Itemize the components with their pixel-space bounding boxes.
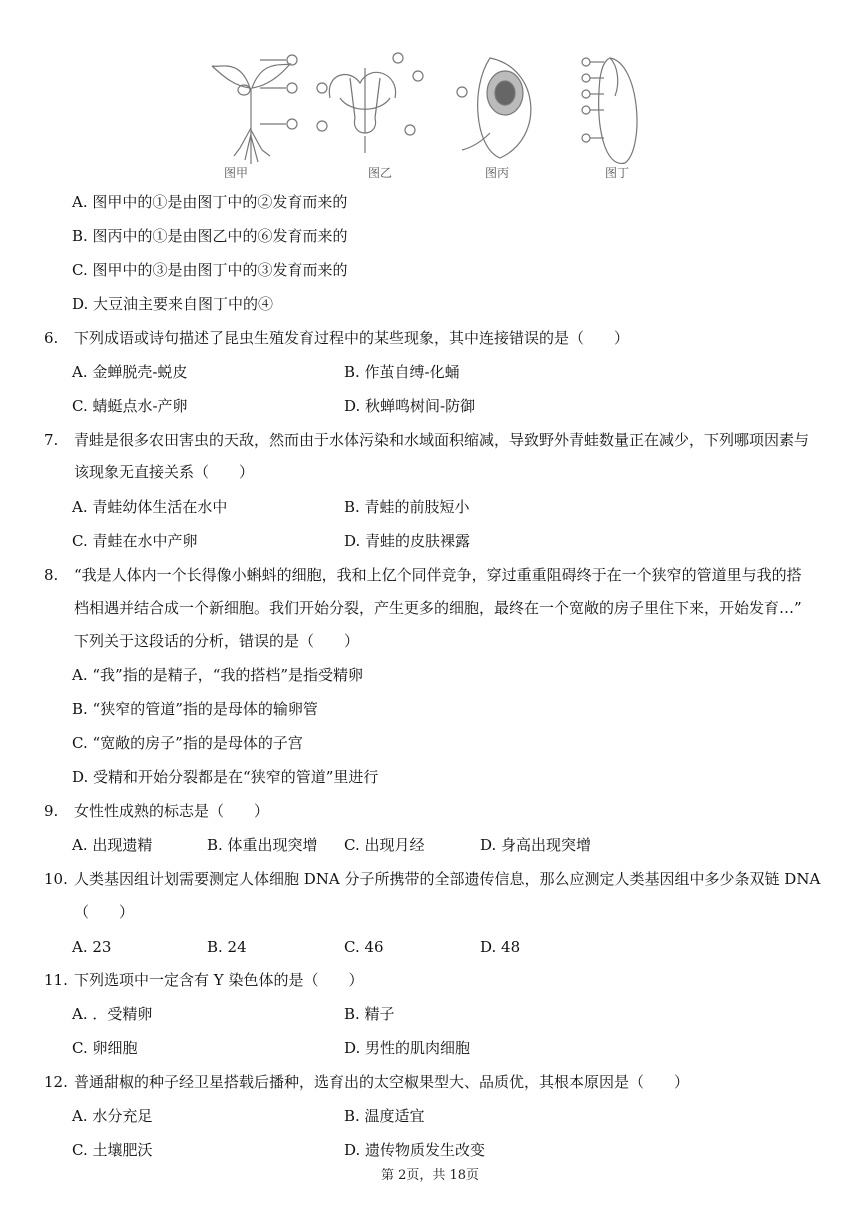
fruit-drawing [457,58,531,158]
q8-option-a: A. “我”指的是精子，“我的搭档”是指受精卵 [72,666,364,684]
q11-option-c: C. 卵细胞 [72,1039,138,1057]
q5-option-a: A. 图甲中的①是由图丁中的②发育而来的 [72,193,348,211]
question-7-line2: 该现象无直接关系（ ） [74,463,255,481]
q8-option-c: C. “宽敞的房子”指的是母体的子宫 [72,734,303,752]
q6-option-a: A. 金蝉脱壳-蜕皮 [72,363,188,381]
question-text: 下列成语或诗句描述了昆虫生殖发育过程中的某些现象，其中连接错误的是（ ） [74,329,630,347]
q12-option-d: D. 遗传物质发生改变 [344,1141,486,1159]
question-8-line2: 档相遇并结合成一个新细胞。我们开始分裂，产生更多的细胞，最终在一个宽敞的房子里住下来，开始发育…” [74,599,802,617]
q10-option-b: B. 24 [207,938,247,956]
flower-drawing [317,53,423,153]
question-number: 9. [44,802,59,820]
question-text: 下列选项中一定含有 Y 染色体的是（ ） [74,971,364,989]
question-number: 8. [44,566,59,584]
q11-option-b: B. 精子 [344,1005,395,1023]
question-text-line1: 人类基因组计划需要测定人体细胞 DNA 分子所携带的全部遗传信息，那么应测定人类基因组中多少条双链 DNA [74,870,821,888]
q7-option-d: D. 青蛙的皮肤裸露 [344,532,471,550]
question-text: 普通甜椒的种子经卫星搭载后播种，选育出的太空椒果型大、品质优，其根本原因是（ ） [74,1073,690,1091]
q12-option-c: C. 土壤肥沃 [72,1141,153,1159]
q6-option-b: B. 作茧自缚-化蛹 [344,363,460,381]
q12-option-b: B. 温度适宜 [344,1107,425,1125]
q6-option-c: C. 蜻蜓点水-产卵 [72,397,188,415]
q10-option-c: C. 46 [344,938,384,956]
q7-option-a: A. 青蛙幼体生活在水中 [72,498,228,516]
seed-drawing [582,58,637,163]
page-footer: 第 2页，共 18页 [380,1168,480,1183]
q8-option-b: B. “狭窄的管道”指的是母体的输卵管 [72,700,318,718]
q6-option-d: D. 秋蝉鸣树间-防御 [344,397,476,415]
question-text-line1: 青蛙是很多农田害虫的天敌，然而由于水体污染和水域面积缩减，导致野外青蛙数量正在减少，下列哪项因素与 [74,431,810,449]
q5-option-b: B. 图丙中的①是由图乙中的⑥发育而来的 [72,227,348,245]
plant-figure [200,38,660,188]
figure-label-jia: 图甲 [224,166,249,180]
question-number: 6. [44,329,59,347]
q7-option-b: B. 青蛙的前肢短小 [344,498,470,516]
question-number: 11. [44,971,68,989]
question-9 [44,801,269,821]
figure-label-ding: 图丁 [605,166,630,180]
q10-option-a: A. 23 [72,938,112,956]
question-11 [44,970,363,990]
question-number: 10. [44,870,68,888]
q7-option-c: C. 青蛙在水中产卵 [72,532,198,550]
question-text: 女性性成熟的标志是（ ） [74,802,270,820]
plant-diagrams [200,38,660,188]
question-number: 7. [44,431,59,449]
q9-option-d: D. 身高出现突增 [480,836,592,854]
question-text-line1: “我是人体内一个长得像小蝌蚪的细胞，我和上亿个同伴竞争，穿过重重阻碍终于在一个狭窄的管道里与我的搭 [74,566,802,584]
q12-option-a: A. 水分充足 [72,1107,153,1125]
seedling-drawing [212,55,297,164]
question-10-line2: （ ） [74,903,135,921]
q9-option-a: A. 出现遗精 [72,836,153,854]
question-7 [44,430,809,450]
question-12 [44,1072,689,1092]
question-10 [44,869,820,889]
q9-option-c: C. 出现月经 [344,836,425,854]
q9-option-b: B. 体重出现突增 [207,836,318,854]
figure-label-bing: 图丙 [485,166,510,180]
q5-option-d: D. 大豆油主要来自图丁中的④ [72,295,274,313]
q11-option-d: D. 男性的肌肉细胞 [344,1039,471,1057]
q11-option-a: A. ．受精卵 [72,1005,153,1023]
q10-option-d: D. 48 [480,938,521,956]
q8-option-d: D. 受精和开始分裂都是在“狭窄的管道”里进行 [72,768,379,786]
question-8-line3: 下列关于这段话的分析，错误的是（ ） [74,632,360,650]
question-6 [44,328,629,348]
question-number: 12. [44,1073,68,1091]
figure-label-yi: 图乙 [368,166,393,180]
q5-option-c: C. 图甲中的③是由图丁中的③发育而来的 [72,261,348,279]
question-8 [44,565,802,585]
